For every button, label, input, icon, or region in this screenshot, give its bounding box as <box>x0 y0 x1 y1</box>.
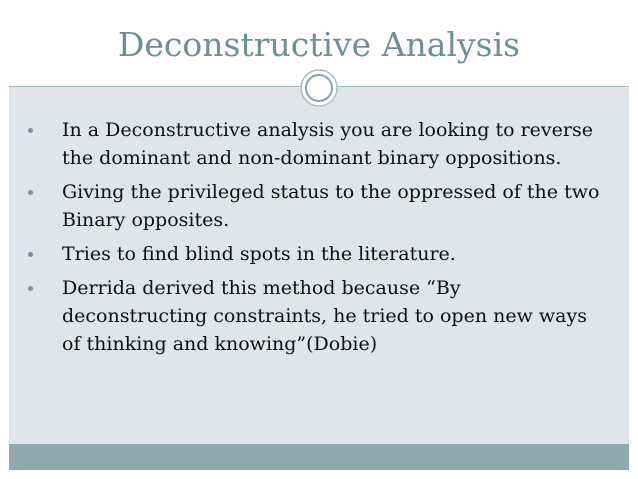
bullet-item <box>24 178 604 234</box>
bullet-dot-icon <box>28 190 33 195</box>
circle-ornament-icon <box>299 68 339 108</box>
bullet-dot-icon <box>28 286 33 291</box>
bullet-item <box>24 274 604 358</box>
bullet-text: Giving the privileged status to the oppressed of the two Binary opposites. <box>62 181 600 231</box>
bullet-dot-icon <box>28 128 33 133</box>
bullet-text: Derrida derived this method because “By deconstructing constraints, he tried to open new ways of thinking and knowing”(Dobie) <box>62 277 587 355</box>
bullet-dot-icon <box>28 252 33 257</box>
bullet-text: Tries to find blind spots in the literature. <box>62 243 456 265</box>
footer-bar <box>9 444 629 470</box>
bullet-text: In a Deconstructive analysis you are looking to reverse the dominant and non-dominant binary oppositions. <box>62 119 593 169</box>
bullet-item <box>24 240 604 268</box>
slide-title: Deconstructive Analysis <box>117 25 521 64</box>
bullet-list <box>24 116 604 364</box>
bullet-item <box>24 116 604 172</box>
